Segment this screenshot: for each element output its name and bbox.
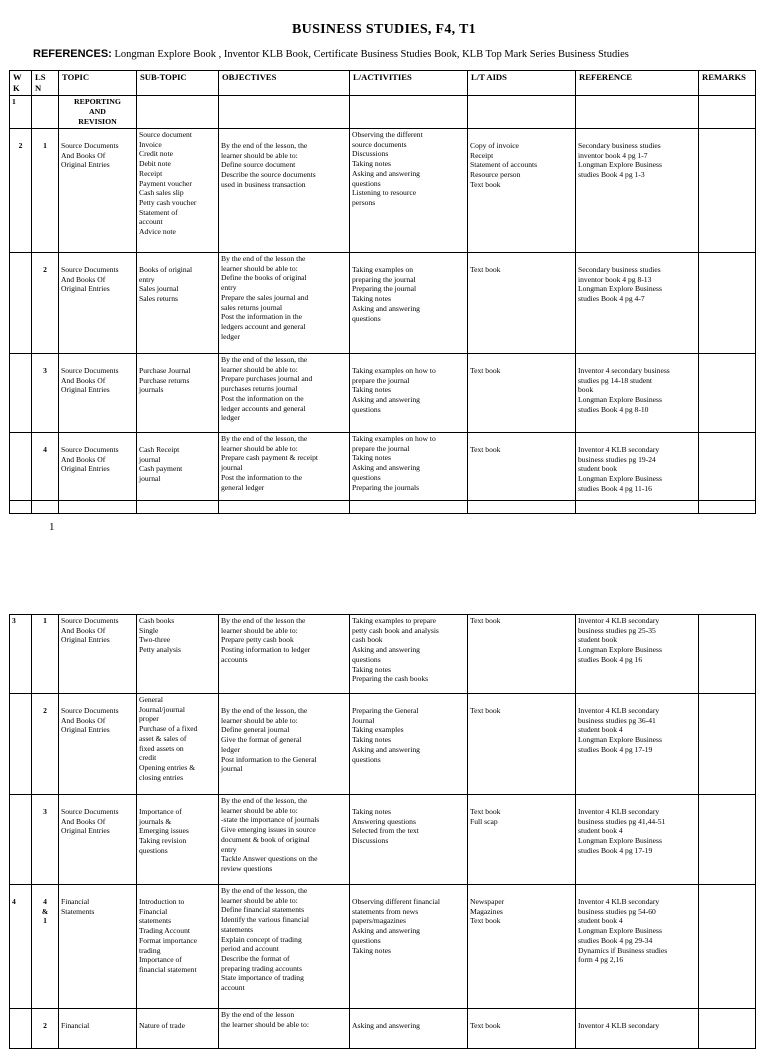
week-cell [10, 354, 32, 433]
objectives-cell: By the end of the lesson, the learner should be able to: Define source document Describe the source documents used in business transaction [219, 129, 350, 253]
aids-cell: Text book [468, 694, 576, 795]
aids-cell: Copy of invoice Receipt Statement of accounts Resource person Text book [468, 129, 576, 253]
col-header-subtopic: SUB-TOPIC [137, 71, 219, 96]
objectives-cell: By the end of the lesson, the learner should be able to: -state the importance of journals Give emerging issues in source document & book of original entry Tackle Answer questions on the review questions [219, 795, 350, 885]
subtopic-cell: Introduction to Financial statements Trading Account Format importance trading Importance of financial statement [137, 885, 219, 1009]
week-cell: 2 [10, 129, 32, 253]
objectives-cell [219, 96, 350, 129]
col-header-remarks: REMARKS [699, 71, 756, 96]
remarks-cell [699, 1009, 756, 1049]
lesson-cell: 2 [32, 1009, 59, 1049]
reference-cell: Inventor 4 KLB secondary business studies pg 36-41 student book 4 Longman Explore Business studies Book 4 pg 17-19 [576, 694, 699, 795]
table-row [10, 795, 756, 885]
objectives-cell: By the end of the lesson the learner should be able to: Prepare petty cash book Posting information to ledger accounts [219, 615, 350, 694]
remarks-cell [699, 694, 756, 795]
reference-cell: Secondary business studies inventor book 4 pg 1-7 Longman Explore Business studies Book 4 pg 1-3 [576, 129, 699, 253]
table-row [10, 253, 756, 354]
topic-cell: Financial Statements [59, 885, 137, 1009]
aids-cell: Newspaper Magazines Text book [468, 885, 576, 1009]
activities-cell: Taking notes Answering questions Selected from the text Discussions [350, 795, 468, 885]
activities-cell [350, 96, 468, 129]
activities-cell: Taking examples on preparing the journal Preparing the journal Taking notes Asking and answering questions [350, 253, 468, 354]
header-row [10, 71, 756, 96]
empty-row [10, 501, 756, 514]
remarks-cell [699, 96, 756, 129]
week-cell: 4 [10, 885, 32, 1009]
aids-cell [468, 96, 576, 129]
reference-cell: Secondary business studies inventor book 4 pg 8-13 Longman Explore Business studies Book 4 pg 4-7 [576, 253, 699, 354]
aids-cell: Text book [468, 1009, 576, 1049]
topic-cell: Source Documents And Books Of Original Entries [59, 129, 137, 253]
aids-cell: Text book [468, 615, 576, 694]
scheme-table-page-1 [9, 70, 756, 514]
subtopic-cell: Cash books Single Two-three Petty analysis [137, 615, 219, 694]
scheme-table-page-2 [9, 614, 756, 1049]
subtopic-cell: Source document Invoice Credit note Debit note Receipt Payment voucher Cash sales slip Petty cash voucher Statement of account Advice note [137, 129, 219, 253]
table-row [10, 433, 756, 501]
table-row [10, 885, 756, 1009]
col-header-reference: REFERENCE [576, 71, 699, 96]
week-cell [10, 433, 32, 501]
col-header-aids: L/T AIDS [468, 71, 576, 96]
week-cell [10, 795, 32, 885]
aids-cell: Text book [468, 433, 576, 501]
subtopic-cell: General Journal/journal proper Purchase of a fixed asset & sales of fixed assets on credit Opening entries & closing entries [137, 694, 219, 795]
topic-cell: Source Documents And Books Of Original Entries [59, 795, 137, 885]
table-row [10, 694, 756, 795]
activities-cell: Taking examples on how to prepare the journal Taking notes Asking and answering questions Preparing the journals [350, 433, 468, 501]
lesson-cell: 3 [32, 795, 59, 885]
reference-cell [576, 96, 699, 129]
topic-cell: REPORTING AND REVISION [59, 96, 137, 129]
reference-cell: Inventor 4 KLB secondary business studies pg 54-60 student book 4 Longman Explore Business studies Book 4 pg 29-34 Dynamics if Business studies form 4 pg 2,16 [576, 885, 699, 1009]
references-line [33, 48, 629, 60]
subtopic-cell: Purchase Journal Purchase returns journals [137, 354, 219, 433]
objectives-cell: By the end of the lesson the learner should be able to: [219, 1009, 350, 1049]
week-cell [10, 253, 32, 354]
lesson-cell: 2 [32, 253, 59, 354]
week-cell [10, 694, 32, 795]
activities-cell: Observing different financial statements from news papers/magazines Asking and answering questions Taking notes [350, 885, 468, 1009]
objectives-cell: By the end of the lesson the learner should be able to: Define the books of original entry Prepare the sales journal and sales returns journal Post the information in the ledgers account and general ledger [219, 253, 350, 354]
subtopic-cell: Nature of trade [137, 1009, 219, 1049]
activities-cell: Observing the different source documents Discussions Taking notes Asking and answering questions Listening to resource persons [350, 129, 468, 253]
objectives-cell: By the end of the lesson, the learner should be able to: Prepare cash payment & receipt journal Post the information to the general ledger [219, 433, 350, 501]
col-header-objectives: OBJECTIVES [219, 71, 350, 96]
reference-cell: Inventor 4 KLB secondary business studies pg 25-35 student book Longman Explore Business studies Book 4 pg 16 [576, 615, 699, 694]
table-row [10, 615, 756, 694]
activities-cell: Asking and answering [350, 1009, 468, 1049]
lesson-cell: 2 [32, 694, 59, 795]
topic-cell: Source Documents And Books Of Original Entries [59, 354, 137, 433]
activities-cell: Preparing the General Journal Taking examples Taking notes Asking and answering questions [350, 694, 468, 795]
page-number: 1 [49, 521, 55, 533]
week-cell [10, 1009, 32, 1049]
aids-cell: Text book Full scap [468, 795, 576, 885]
col-header-lesson: LS N [32, 71, 59, 96]
references-label: REFERENCES: [33, 48, 112, 60]
lesson-cell [32, 96, 59, 129]
subtopic-cell: Books of original entry Sales journal Sales returns [137, 253, 219, 354]
remarks-cell [699, 885, 756, 1009]
lesson-cell: 4 & 1 [32, 885, 59, 1009]
subtopic-cell: Cash Receipt journal Cash payment journal [137, 433, 219, 501]
remarks-cell [699, 354, 756, 433]
topic-cell: Source Documents And Books Of Original Entries [59, 433, 137, 501]
topic-cell: Financial [59, 1009, 137, 1049]
lesson-cell: 1 [32, 129, 59, 253]
remarks-cell [699, 433, 756, 501]
lesson-cell: 1 [32, 615, 59, 694]
col-header-activities: L/ACTIVITIES [350, 71, 468, 96]
subtopic-cell [137, 96, 219, 129]
references-text: Longman Explore Book , Inventor KLB Book, Certificate Business Studies Book, KLB Top Mark Series Business Studies [111, 49, 629, 60]
table-row [10, 1009, 756, 1049]
topic-cell: Source Documents And Books Of Original Entries [59, 253, 137, 354]
table-row [10, 129, 756, 253]
col-header-week: W K [10, 71, 32, 96]
table-row [10, 354, 756, 433]
objectives-cell: By the end of the lesson, the learner should be able to: Define financial statements Identify the various financial statements Explain concept of trading period and account Describe the format of preparing trading accounts State importance of trading account [219, 885, 350, 1009]
aids-cell: Text book [468, 253, 576, 354]
lesson-cell: 3 [32, 354, 59, 433]
topic-cell: Source Documents And Books Of Original Entries [59, 694, 137, 795]
reference-cell: Inventor 4 KLB secondary business studies pg 41,44-51 student book 4 Longman Explore Business studies Book 4 pg 17-19 [576, 795, 699, 885]
remarks-cell [699, 795, 756, 885]
reference-cell: Inventor 4 KLB secondary [576, 1009, 699, 1049]
subtopic-cell: Importance of journals & Emerging issues Taking revision questions [137, 795, 219, 885]
lesson-cell: 4 [32, 433, 59, 501]
topic-cell: Source Documents And Books Of Original Entries [59, 615, 137, 694]
document-title: BUSINESS STUDIES, F4, T1 [292, 22, 476, 37]
activities-cell: Taking examples on how to prepare the journal Taking notes Asking and answering questions [350, 354, 468, 433]
remarks-cell [699, 129, 756, 253]
remarks-cell [699, 615, 756, 694]
week-cell: 1 [10, 96, 32, 129]
reference-cell: Inventor 4 KLB secondary business studies pg 19-24 student book Longman Explore Business studies Book 4 pg 11-16 [576, 433, 699, 501]
col-header-topic: TOPIC [59, 71, 137, 96]
remarks-cell [699, 253, 756, 354]
reference-cell: Inventor 4 secondary business studies pg 14-18 student book Longman Explore Business studies Book 4 pg 8-10 [576, 354, 699, 433]
table-row [10, 96, 756, 129]
week-cell: 3 [10, 615, 32, 694]
objectives-cell: By the end of the lesson, the learner should be able to: Define general journal Give the format of general ledger Post information to the General journal [219, 694, 350, 795]
objectives-cell: By the end of the lesson, the learner should be able to: Prepare purchases journal and purchases returns journal Post the information on the ledger accounts and general ledger [219, 354, 350, 433]
aids-cell: Text book [468, 354, 576, 433]
activities-cell: Taking examples to prepare petty cash book and analysis cash book Asking and answering questions Taking notes Preparing the cash books [350, 615, 468, 694]
